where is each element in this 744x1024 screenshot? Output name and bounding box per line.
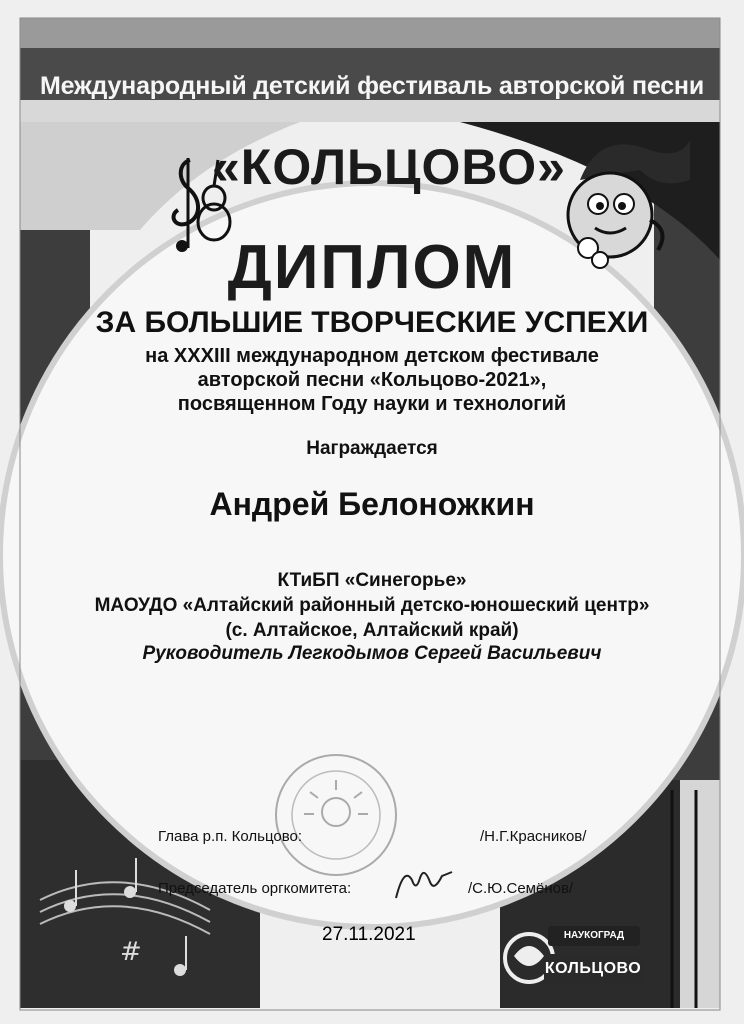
description-line: посвященном Году науки и технологий xyxy=(177,393,567,415)
awarded-label: Награждается xyxy=(306,438,438,459)
leader-line: Руководитель Легкодымов Сергей Васильевич xyxy=(142,643,602,664)
diploma-title: ДИПЛОМ xyxy=(227,233,517,302)
award-date: 27.11.2021 xyxy=(322,924,416,945)
round-seal-stamp xyxy=(266,750,406,880)
organization-block xyxy=(0,568,744,643)
organization-line: (с. Алтайское, Алтайский край) xyxy=(225,620,519,641)
organization-line: МАОУДО «Алтайский районный детско-юношеский центр» xyxy=(94,595,650,616)
description-line: на XXXIII международном детском фестивале xyxy=(145,345,599,367)
logo-top-text: НАУКОГРАД xyxy=(548,926,640,946)
handwritten-signature xyxy=(390,858,460,908)
diploma-description xyxy=(0,344,744,416)
signature-role: Глава р.п. Кольцово: xyxy=(158,828,303,845)
festival-name: «КОЛЬЦОВО» xyxy=(212,139,566,195)
naukograd-logo xyxy=(502,920,644,994)
description-line: авторской песни «Кольцово-2021», xyxy=(197,369,547,391)
festival-header: Международный детский фестиваль авторской песни xyxy=(39,72,704,100)
signature-role: Председатель оргкомитета: xyxy=(158,880,352,897)
signature-name: /Н.Г.Красников/ xyxy=(480,828,587,845)
diploma-subtitle: ЗА БОЛЬШИЕ ТВОРЧЕСКИЕ УСПЕХИ xyxy=(95,306,649,339)
recipient-name: Андрей Белоножкин xyxy=(209,486,535,522)
svg-text:#: # xyxy=(120,937,142,967)
logo-bottom-text: КОЛЬЦОВО xyxy=(544,954,642,984)
signature-name: /С.Ю.Семёнов/ xyxy=(468,880,574,897)
music-notes-icon xyxy=(30,840,220,1000)
organization-line: КТиБП «Синегорье» xyxy=(277,570,467,591)
